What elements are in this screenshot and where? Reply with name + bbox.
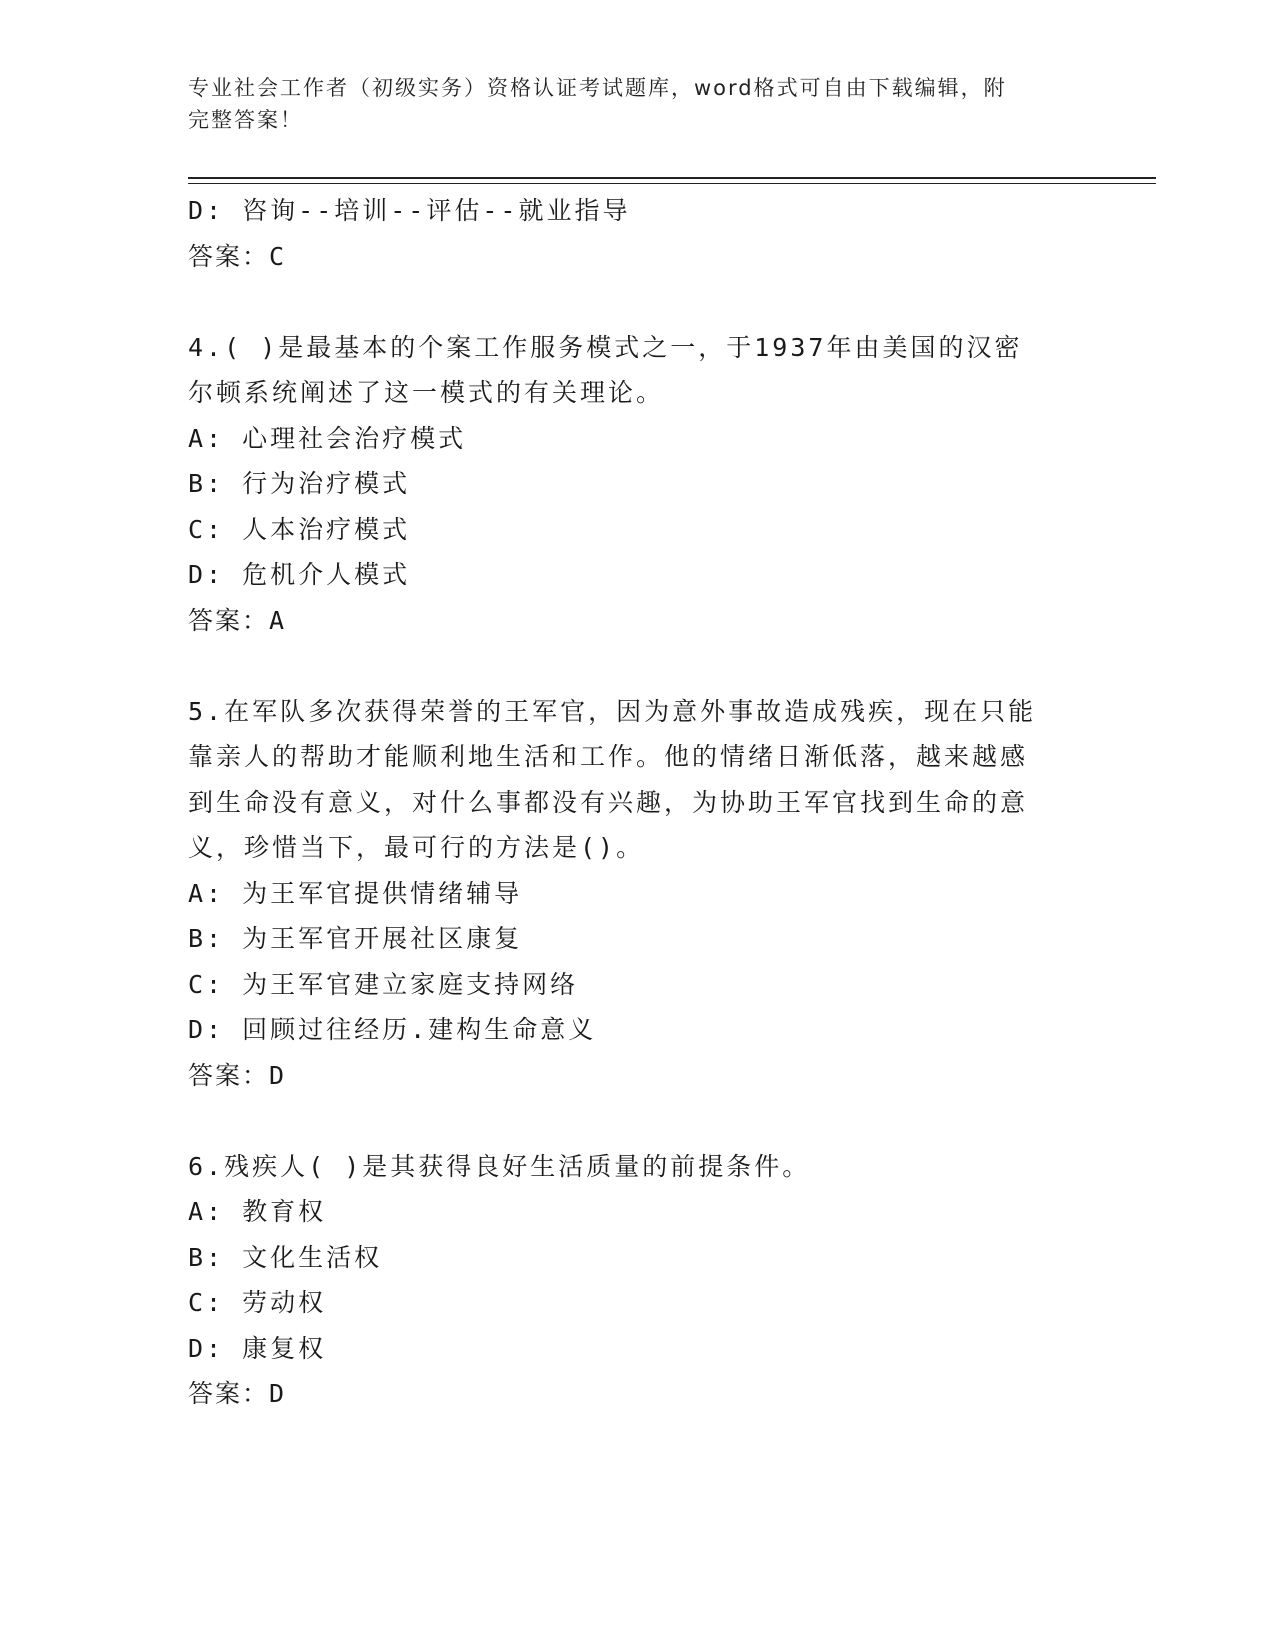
spacer: [188, 643, 1068, 689]
question-stem-line: 义，珍惜当下，最可行的方法是()。: [188, 833, 645, 862]
option-d: D: 回顾过往经历.建构生命意义: [188, 1015, 597, 1044]
document-header: [188, 72, 1068, 136]
question-stem-line: 靠亲人的帮助才能顺利地生活和工作。他的情绪日渐低落，越来越感: [188, 742, 1029, 771]
question-stem-line: 4.( )是最基本的个案工作服务模式之一，于1937年由美国的汉密: [188, 332, 1023, 362]
answer-label: 答案：: [188, 605, 270, 635]
answer-value: D: [269, 1060, 287, 1090]
answer-label: 答案：: [188, 241, 270, 271]
question-stem-line: 5.在军队多次获得荣誉的王军官，因为意外事故造成残疾，现在只能: [188, 696, 1037, 726]
question-stem-line: 6.残疾人( )是其获得良好生活质量的前提条件。: [188, 1151, 811, 1181]
question-answer: [188, 1371, 1068, 1417]
option-b: B: 文化生活权: [188, 1242, 383, 1272]
spacer: [188, 1098, 1068, 1144]
question-answer: [188, 1053, 1068, 1099]
question-5: [188, 689, 1068, 1099]
header-line-1: 专业社会工作者（初级实务）资格认证考试题库，word格式可自由下载编辑，附: [188, 76, 1007, 100]
option-c: C: 为王军官建立家庭支持网络: [188, 969, 579, 999]
option-a: A: 为王军官提供情绪辅导: [188, 878, 523, 908]
option-c: C: 人本治疗模式: [188, 514, 411, 544]
question-stem-line: 到生命没有意义，对什么事都没有兴趣，为协助王军官找到生命的意: [188, 787, 1029, 817]
spacer: [188, 279, 1068, 325]
header-rule-thin: [188, 183, 1156, 184]
header-line-2: 完整答案！: [188, 108, 303, 132]
prev-question-answer: [188, 234, 1068, 280]
header-rule-thick: [188, 177, 1156, 179]
answer-label: 答案：: [188, 1060, 270, 1090]
prev-question-option-d: D: 咨询--培训--评估--就业指导: [188, 196, 631, 225]
option-d: D: 康复权: [188, 1333, 327, 1363]
answer-label: 答案：: [188, 1379, 270, 1408]
answer-value: D: [269, 1379, 287, 1408]
option-c: C: 劳动权: [188, 1288, 327, 1317]
option-b: B: 行为治疗模式: [188, 469, 411, 498]
question-content: [188, 188, 1068, 1417]
option-a: A: 教育权: [188, 1197, 327, 1226]
option-a: A: 心理社会治疗模式: [188, 423, 467, 453]
question-4: [188, 325, 1068, 644]
question-answer: [188, 598, 1068, 644]
question-6: [188, 1144, 1068, 1417]
option-b: B: 为王军官开展社区康复: [188, 924, 523, 953]
question-stem-line: 尔顿系统阐述了这一模式的有关理论。: [188, 378, 665, 407]
answer-value: C: [269, 241, 287, 271]
answer-value: A: [269, 605, 287, 635]
option-d: D: 危机介人模式: [188, 560, 411, 589]
